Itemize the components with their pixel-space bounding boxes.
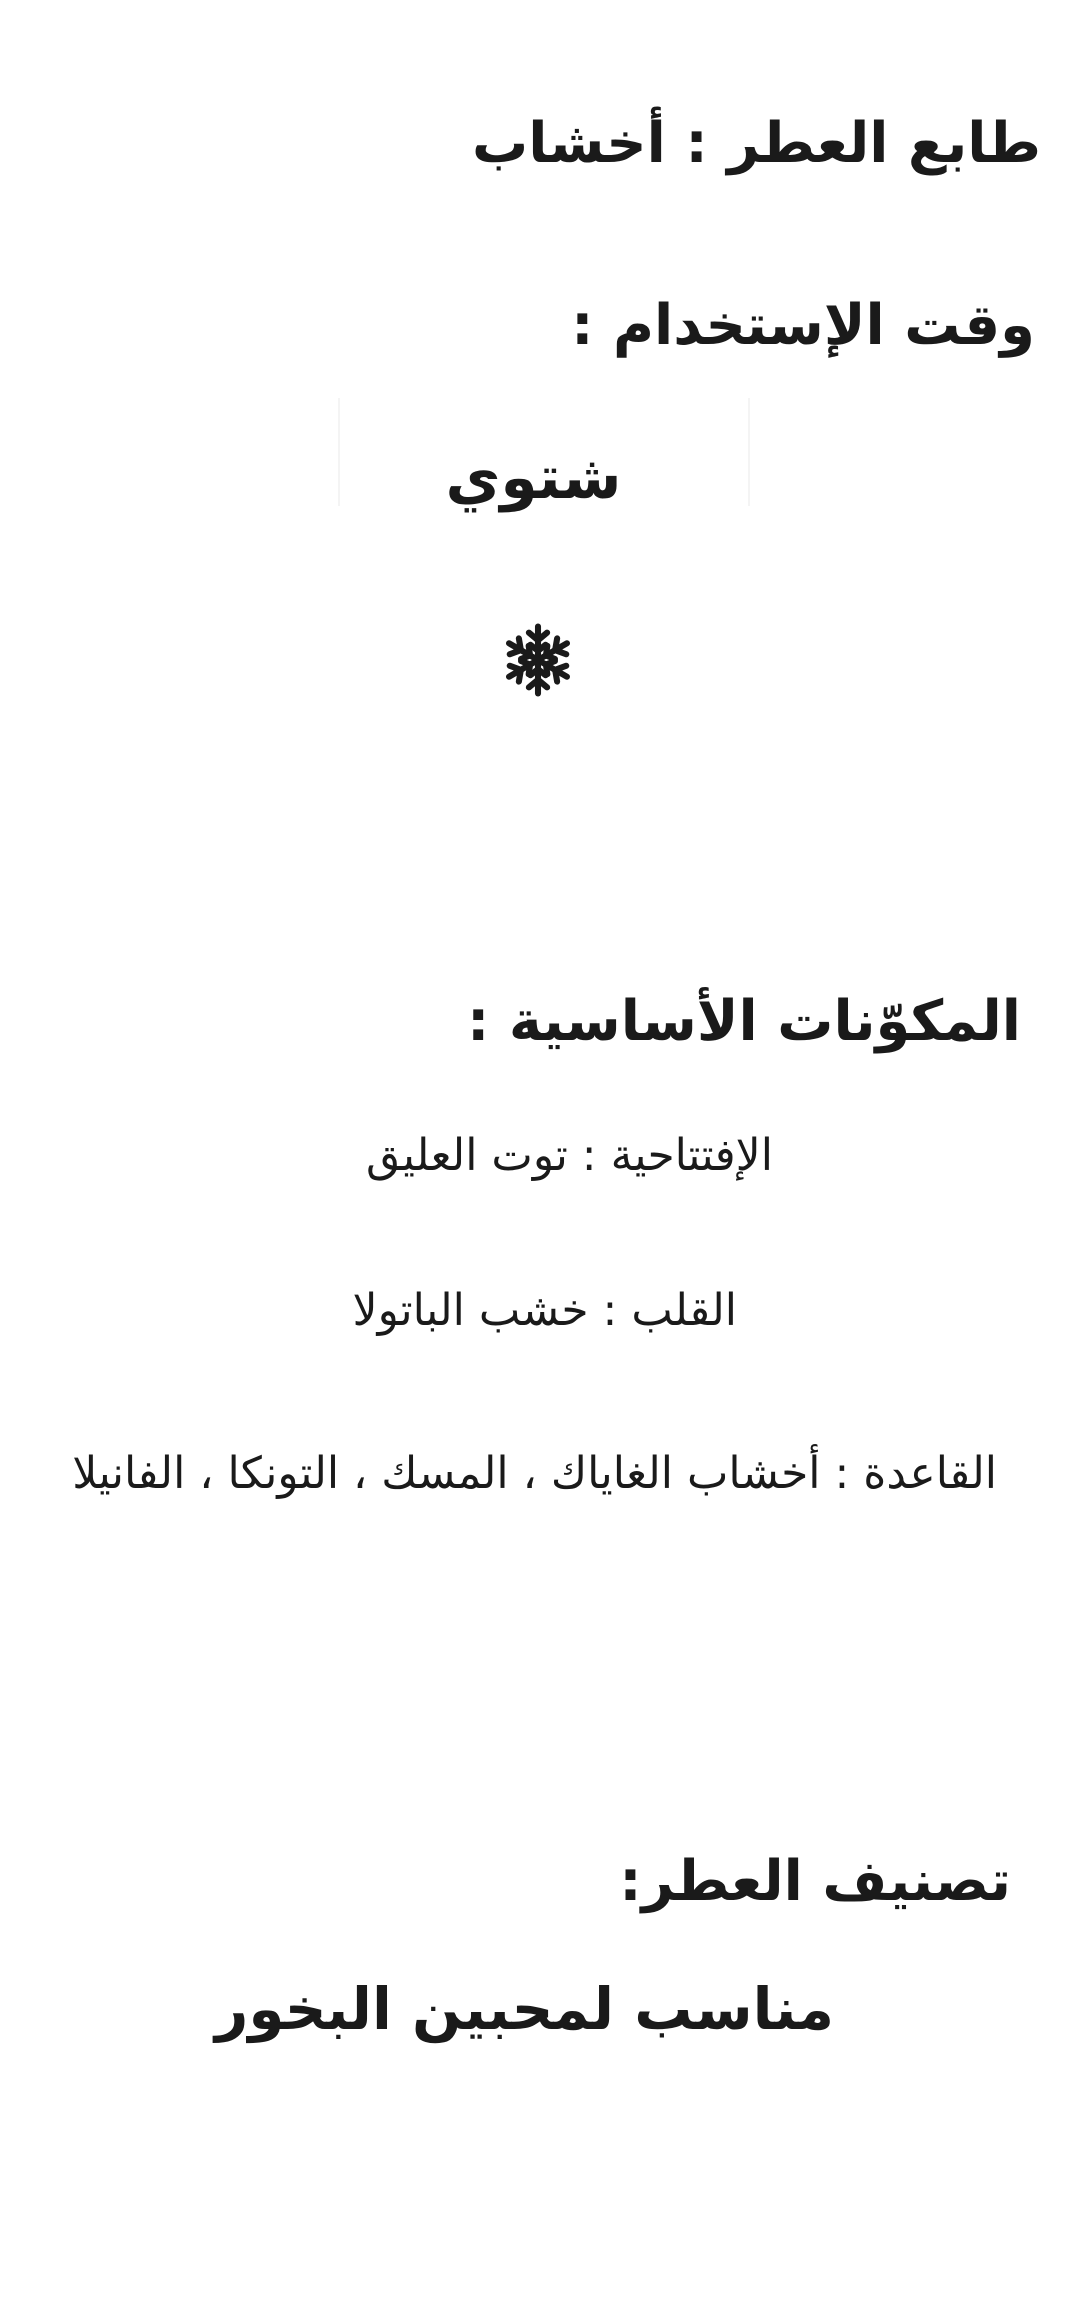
season-value [0,442,1079,514]
ingredients-heading: المكوّنات الأساسية : [466,989,1021,1054]
heart-notes: القلب : خشب الباتولا [352,1285,737,1336]
season-text: شتوي [445,443,622,513]
classification-label: تصنيف العطر: [619,1849,1011,1914]
usage-time-label: وقت الإستخدام : [571,293,1035,358]
snowflake-icon [500,622,576,698]
fragrance-type-heading: طابع العطر : أخشاب [472,111,1041,176]
recommendation-text: مناسب لمحبين البخور [214,1975,835,2043]
top-notes: الإفتتاحية : توت العليق [366,1130,773,1181]
recommendation [0,1975,1079,2045]
base-notes: القاعدة : أخشاب الغاياك ، المسك ، التونكا ، الفانيلا [72,1448,997,1499]
